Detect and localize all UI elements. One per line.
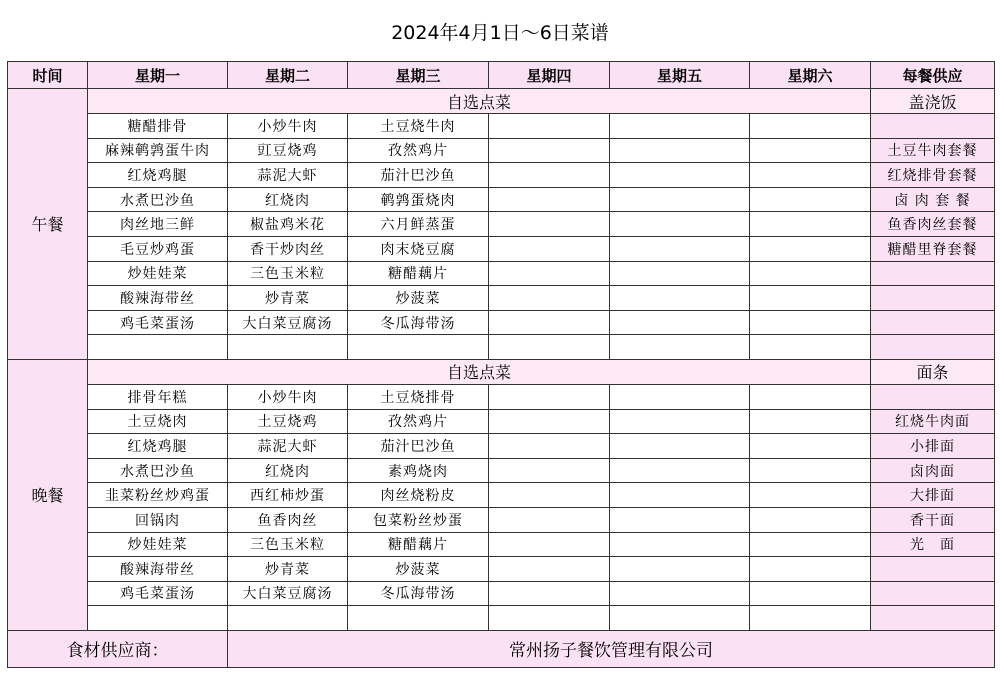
dish-cell: 鸡毛菜蛋汤 xyxy=(88,310,228,335)
supply-cell: 糖醋里脊套餐 xyxy=(871,236,995,261)
dish-cell xyxy=(750,532,871,557)
dish-cell xyxy=(348,335,489,360)
supply-cell: 土豆牛肉套餐 xyxy=(871,138,995,163)
dish-cell xyxy=(610,532,750,557)
supply-cell: 大排面 xyxy=(871,483,995,508)
dish-cell: 孜然鸡片 xyxy=(348,409,489,434)
dinner-supply-header: 面条 xyxy=(871,359,995,384)
dish-cell xyxy=(610,114,750,139)
dish-cell xyxy=(610,483,750,508)
dish-cell xyxy=(489,409,610,434)
supply-cell xyxy=(871,261,995,286)
dish-cell: 酸辣海带丝 xyxy=(88,286,228,311)
dish-cell xyxy=(610,557,750,582)
dish-cell xyxy=(489,384,610,409)
dish-cell xyxy=(610,409,750,434)
table-row xyxy=(8,507,995,532)
dish-cell: 肉末烧豆腐 xyxy=(348,236,489,261)
dish-cell xyxy=(489,458,610,483)
dish-cell xyxy=(88,335,228,360)
dish-cell: 三色玉米粒 xyxy=(228,532,348,557)
supply-cell xyxy=(871,557,995,582)
dish-cell: 西红柿炒蛋 xyxy=(228,483,348,508)
dish-cell xyxy=(610,163,750,188)
supply-cell xyxy=(871,310,995,335)
page-title: 2024年4月1日～6日菜谱 xyxy=(391,22,609,44)
table-row xyxy=(8,236,995,261)
dish-cell: 水煮巴沙鱼 xyxy=(88,458,228,483)
table-row xyxy=(8,606,995,631)
dish-cell: 土豆烧肉 xyxy=(88,409,228,434)
header-wednesday: 星期三 xyxy=(348,62,489,89)
table-row xyxy=(8,335,995,360)
table-row xyxy=(8,384,995,409)
dish-cell: 素鸡烧肉 xyxy=(348,458,489,483)
dish-cell xyxy=(88,606,228,631)
dish-cell xyxy=(750,606,871,631)
dish-cell: 鱼香肉丝 xyxy=(228,507,348,532)
dish-cell xyxy=(228,335,348,360)
dish-cell xyxy=(489,483,610,508)
dish-cell xyxy=(489,606,610,631)
dish-cell xyxy=(489,434,610,459)
dish-cell: 土豆烧排骨 xyxy=(348,384,489,409)
dish-cell: 炒娃娃菜 xyxy=(88,261,228,286)
dish-cell xyxy=(610,212,750,237)
dish-cell xyxy=(750,384,871,409)
header-tuesday: 星期二 xyxy=(228,62,348,89)
dish-cell xyxy=(750,212,871,237)
dish-cell: 炒菠菜 xyxy=(348,557,489,582)
dish-cell xyxy=(750,286,871,311)
dish-cell xyxy=(348,606,489,631)
dish-cell: 鹌鹑蛋烧肉 xyxy=(348,187,489,212)
supply-cell: 光 面 xyxy=(871,532,995,557)
dish-cell xyxy=(228,606,348,631)
dish-cell xyxy=(750,409,871,434)
table-row xyxy=(8,138,995,163)
lunch-band-row xyxy=(8,89,995,114)
dinner-label: 晚餐 xyxy=(8,359,88,630)
dish-cell: 韭菜粉丝炒鸡蛋 xyxy=(88,483,228,508)
lunch-label: 午餐 xyxy=(8,89,88,360)
dish-cell: 酸辣海带丝 xyxy=(88,557,228,582)
supply-cell: 香干面 xyxy=(871,507,995,532)
dish-cell xyxy=(610,236,750,261)
dish-cell xyxy=(489,557,610,582)
table-row xyxy=(8,212,995,237)
dish-cell: 红烧鸡腿 xyxy=(88,434,228,459)
dish-cell: 炒青菜 xyxy=(228,286,348,311)
supply-cell: 红烧牛肉面 xyxy=(871,409,995,434)
lunch-supply-header: 盖浇饭 xyxy=(871,89,995,114)
dish-cell xyxy=(750,581,871,606)
supply-cell: 卤 肉 套 餐 xyxy=(871,187,995,212)
supply-cell: 小排面 xyxy=(871,434,995,459)
dish-cell xyxy=(750,187,871,212)
dish-cell: 冬瓜海带汤 xyxy=(348,581,489,606)
dish-cell xyxy=(750,310,871,335)
table-row xyxy=(8,532,995,557)
supply-cell: 红烧排骨套餐 xyxy=(871,163,995,188)
dish-cell xyxy=(610,606,750,631)
supply-cell xyxy=(871,384,995,409)
table-row xyxy=(8,434,995,459)
dish-cell: 红烧鸡腿 xyxy=(88,163,228,188)
dish-cell: 茄汁巴沙鱼 xyxy=(348,434,489,459)
dish-cell xyxy=(489,310,610,335)
table-row xyxy=(8,581,995,606)
dish-cell xyxy=(610,187,750,212)
dish-cell xyxy=(750,458,871,483)
dish-cell: 肉丝地三鲜 xyxy=(88,212,228,237)
table-row xyxy=(8,310,995,335)
header-row xyxy=(8,62,995,89)
supply-cell: 鱼香肉丝套餐 xyxy=(871,212,995,237)
dish-cell: 蒜泥大虾 xyxy=(228,434,348,459)
dish-cell xyxy=(750,434,871,459)
dish-cell xyxy=(610,434,750,459)
header-saturday: 星期六 xyxy=(750,62,871,89)
dish-cell: 三色玉米粒 xyxy=(228,261,348,286)
dish-cell xyxy=(489,212,610,237)
table-row xyxy=(8,163,995,188)
dish-cell: 包菜粉丝炒蛋 xyxy=(348,507,489,532)
dish-cell: 回锅肉 xyxy=(88,507,228,532)
dish-cell xyxy=(489,581,610,606)
dish-cell: 小炒牛肉 xyxy=(228,114,348,139)
dish-cell: 蒜泥大虾 xyxy=(228,163,348,188)
supplier-name: 常州扬子餐饮管理有限公司 xyxy=(228,630,995,667)
dish-cell: 糖醋藕片 xyxy=(348,261,489,286)
dish-cell: 土豆烧牛肉 xyxy=(348,114,489,139)
dish-cell: 大白菜豆腐汤 xyxy=(228,581,348,606)
dish-cell xyxy=(610,310,750,335)
table-row xyxy=(8,557,995,582)
dish-cell: 麻辣鹌鹑蛋牛肉 xyxy=(88,138,228,163)
dish-cell xyxy=(489,163,610,188)
dish-cell xyxy=(610,581,750,606)
dish-cell xyxy=(750,261,871,286)
dish-cell: 鸡毛菜蛋汤 xyxy=(88,581,228,606)
header-supply: 每餐供应 xyxy=(871,62,995,89)
dish-cell: 炒娃娃菜 xyxy=(88,532,228,557)
dish-cell: 孜然鸡片 xyxy=(348,138,489,163)
dish-cell xyxy=(489,261,610,286)
dish-cell xyxy=(610,458,750,483)
dish-cell xyxy=(489,114,610,139)
dish-cell xyxy=(489,507,610,532)
dish-cell xyxy=(750,557,871,582)
supply-cell xyxy=(871,581,995,606)
dish-cell xyxy=(489,187,610,212)
dish-cell: 糖醋藕片 xyxy=(348,532,489,557)
dish-cell: 茄汁巴沙鱼 xyxy=(348,163,489,188)
table-row xyxy=(8,187,995,212)
dish-cell: 大白菜豆腐汤 xyxy=(228,310,348,335)
dish-cell: 炒青菜 xyxy=(228,557,348,582)
dish-cell xyxy=(610,335,750,360)
dish-cell: 炒菠菜 xyxy=(348,286,489,311)
lunch-band: 自选点菜 xyxy=(88,89,871,114)
dish-cell xyxy=(489,532,610,557)
dish-cell: 土豆烧鸡 xyxy=(228,409,348,434)
supply-cell xyxy=(871,286,995,311)
dish-cell xyxy=(610,138,750,163)
dish-cell xyxy=(489,286,610,311)
menu-table xyxy=(7,61,995,668)
dish-cell xyxy=(489,335,610,360)
dish-cell xyxy=(750,335,871,360)
table-row xyxy=(8,458,995,483)
dish-cell: 红烧肉 xyxy=(228,458,348,483)
supply-cell xyxy=(871,114,995,139)
dish-cell xyxy=(489,138,610,163)
dinner-band-row xyxy=(8,359,995,384)
dish-cell: 香干炒肉丝 xyxy=(228,236,348,261)
dish-cell xyxy=(750,138,871,163)
dish-cell xyxy=(750,483,871,508)
dish-cell: 肉丝烧粉皮 xyxy=(348,483,489,508)
footer-row xyxy=(8,630,995,667)
dish-cell xyxy=(610,384,750,409)
dish-cell xyxy=(610,286,750,311)
dish-cell: 毛豆炒鸡蛋 xyxy=(88,236,228,261)
dish-cell: 红烧肉 xyxy=(228,187,348,212)
dish-cell: 椒盐鸡米花 xyxy=(228,212,348,237)
dish-cell xyxy=(750,507,871,532)
table-row xyxy=(8,483,995,508)
header-thursday: 星期四 xyxy=(489,62,610,89)
dinner-band: 自选点菜 xyxy=(88,359,871,384)
dish-cell: 六月鲜蒸蛋 xyxy=(348,212,489,237)
table-row xyxy=(8,114,995,139)
dish-cell: 冬瓜海带汤 xyxy=(348,310,489,335)
header-monday: 星期一 xyxy=(88,62,228,89)
supplier-label: 食材供应商： xyxy=(8,630,228,667)
dish-cell: 小炒牛肉 xyxy=(228,384,348,409)
dish-cell xyxy=(750,163,871,188)
table-row xyxy=(8,286,995,311)
dish-cell: 排骨年糕 xyxy=(88,384,228,409)
dish-cell: 糖醋排骨 xyxy=(88,114,228,139)
header-friday: 星期五 xyxy=(610,62,750,89)
dish-cell xyxy=(750,236,871,261)
header-time: 时间 xyxy=(8,62,88,89)
dish-cell: 豇豆烧鸡 xyxy=(228,138,348,163)
supply-cell: 卤肉面 xyxy=(871,458,995,483)
table-row xyxy=(8,409,995,434)
dish-cell xyxy=(750,114,871,139)
supply-cell xyxy=(871,335,995,360)
dish-cell xyxy=(489,236,610,261)
dish-cell xyxy=(610,507,750,532)
supply-cell xyxy=(871,606,995,631)
dish-cell xyxy=(610,261,750,286)
dish-cell: 水煮巴沙鱼 xyxy=(88,187,228,212)
table-row xyxy=(8,261,995,286)
